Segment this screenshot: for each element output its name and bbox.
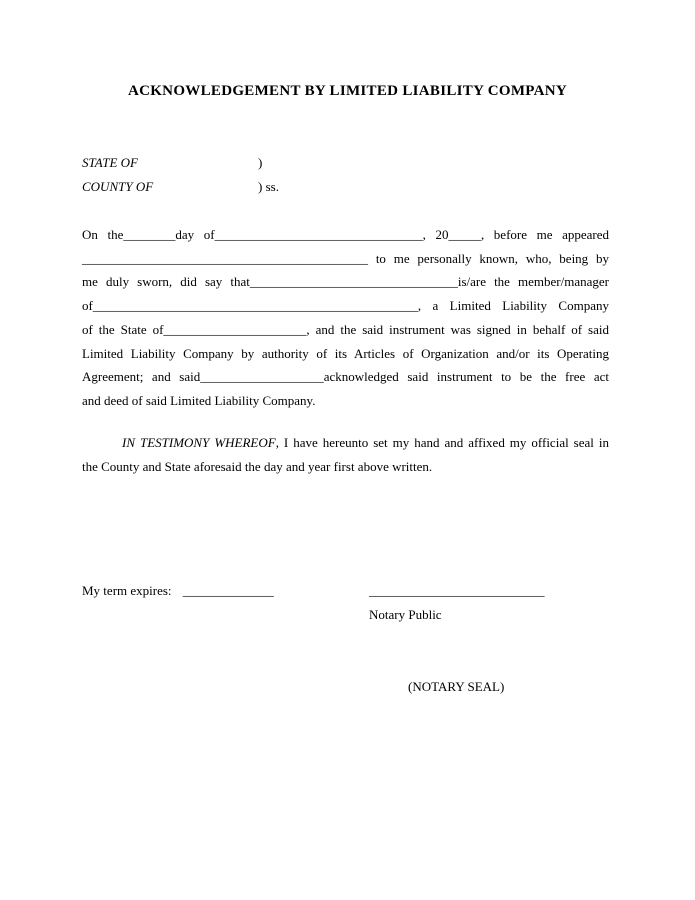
county-of-row [82,175,609,199]
term-expires-blank: ______________ [182,583,274,598]
term-expires-row [82,579,274,603]
jurat-block [82,151,609,198]
form-line-4: of__________________________________________________, a Limited Liability Company [82,298,609,314]
notary-signature-block [369,579,545,626]
county-paren: ) ss. [258,178,279,194]
notary-public-label: Notary Public [369,606,442,622]
form-line-7: Agreement; and said___________________acknowledged said instrument to be the free act [82,369,609,385]
testimony-line-2: the County and State aforesaid the day and year first above written. [82,458,433,474]
form-line-5: of the State of______________________, and the said instrument was signed in behalf of said [82,321,609,337]
term-expires-label: My term expires: [82,583,172,598]
testimony-rest: , I have hereunto set my hand and affixed my official seal in [275,435,609,450]
document-title: ACKNOWLEDGEMENT BY LIMITED LIABILITY COMPANY [127,83,568,99]
form-line-8: and deed of said Limited Liability Company. [82,392,316,408]
testimony-line-1 [82,431,609,455]
form-line-2: ____________________________________________ to me personally known, who, being by [82,250,609,266]
form-line-6: Limited Liability Company by authority of its Articles of Organization and/or its Operating [82,345,609,361]
form-line-1: On the________day of________________________________, 20_____, before me appeared [82,227,609,242]
testimony-paragraph [82,431,609,478]
state-of-label: STATE OF [82,155,138,170]
testimony-lead: IN TESTIMONY WHEREOF [122,435,276,450]
state-paren: ) [258,155,263,170]
form-line-3: me duly sworn, did say that________________________________is/are the member/manager [82,274,609,290]
notary-seal-label: (NOTARY SEAL) [408,679,505,694]
notary-signature-line: ___________________________ [369,583,545,598]
state-of-row [82,151,609,175]
acknowledgement-paragraph [82,223,609,413]
county-of-label: COUNTY OF [82,178,154,194]
